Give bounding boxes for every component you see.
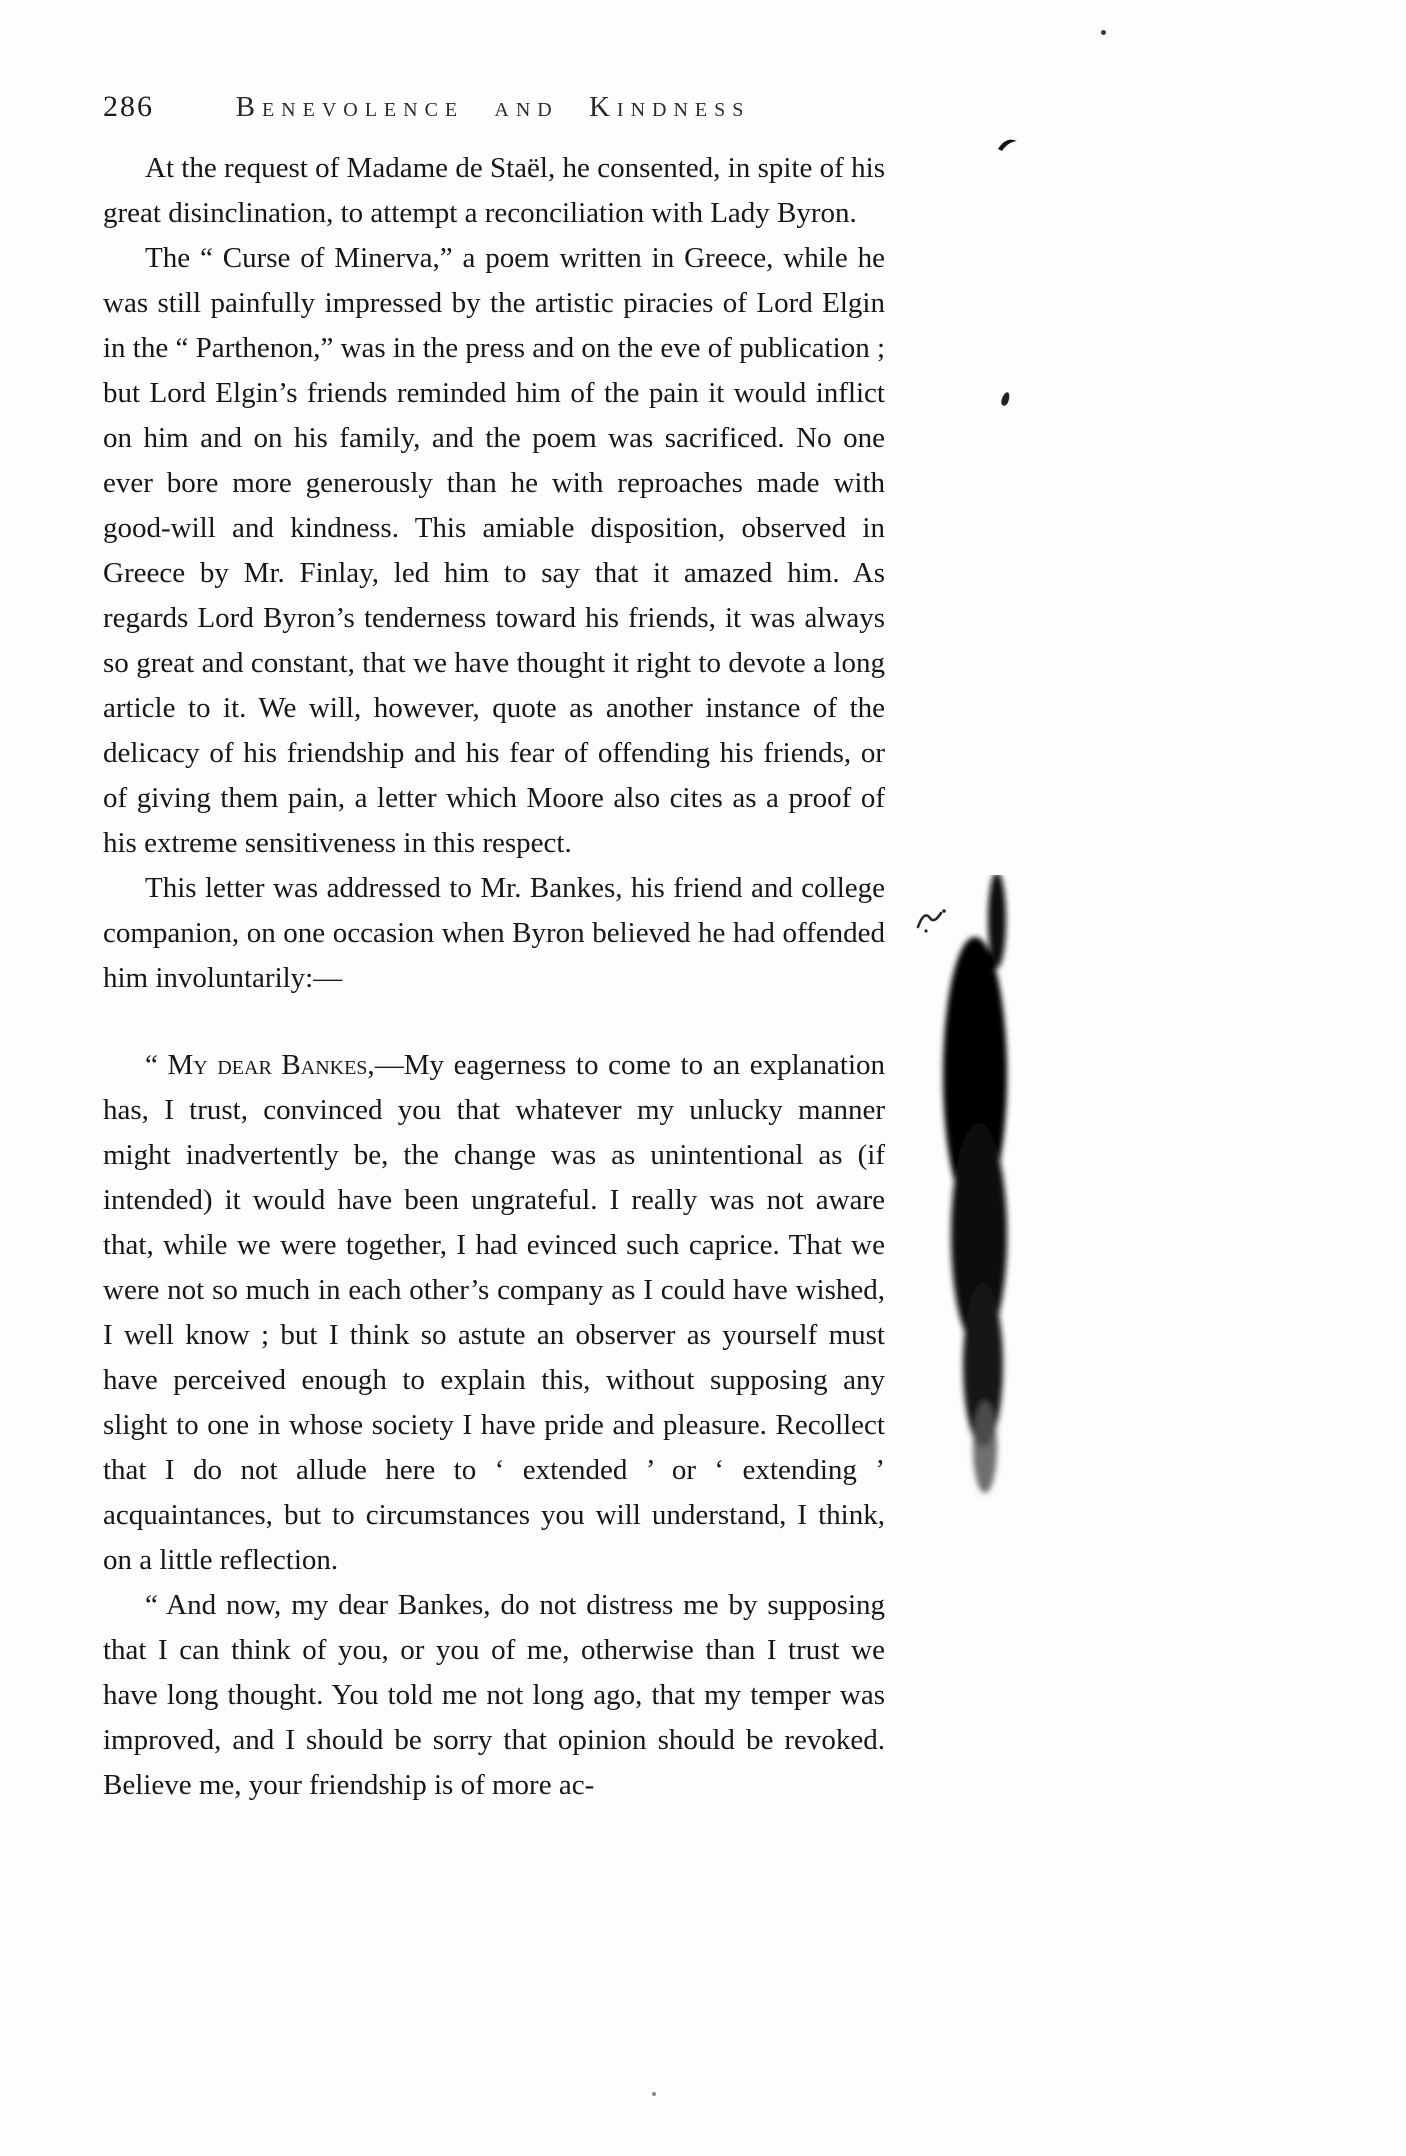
ink-tick-artifact xyxy=(996,134,1020,154)
ink-smudge-artifact xyxy=(925,875,1035,1500)
paper-speck-artifact xyxy=(1101,30,1106,35)
pen-squiggle-artifact xyxy=(913,905,953,935)
paper-speck-artifact xyxy=(652,2092,656,2096)
running-title: Benevolence and Kindness xyxy=(235,91,751,123)
paragraph-letter-intro: This letter was addressed to Mr. Bankes, his friend and college companion, on one occasion when Byron believed he had offended him involuntarily:— xyxy=(103,872,885,994)
text-block xyxy=(103,146,885,1808)
paragraph-stael: At the request of Madame de Staël, he consented, in spite of his great disinclination, to attempt a reconciliation with Lady Byron. xyxy=(103,152,885,229)
letter-paragraph-2: “ And now, my dear Bankes, do not distress me by supposing that I can think of you, or you of me, otherwise than I trust we have long thought. You told me not long ago, that my temper was improved, and I should be sorry that opinion should be revoked. Believe me, your friendship is of more ac- xyxy=(103,1589,885,1801)
ink-speck-artifact xyxy=(1000,391,1011,406)
letter-paragraph-1-text: —My eagerness to come to an explanation has, I trust, convinced you that whatever my unlucky manner might inadvertently be, the change was as unintentional as (if intended) it would have been ungrateful. I really was not aware that, while we were together, I had evinced such caprice. That we were not so much in each other’s company as I could have wished, I well know ; but I think so astute an observer as yourself must have perceived enough to explain this, without supposing any slight to one in whose society I have pride and pleasure. Recollect that I do not allude here to ‘ extended ’ or ‘ extending ’ acquaintances, but to circumstances you will understand, I think, on a little reflection. xyxy=(103,1049,885,1576)
letter-paragraph-1 xyxy=(103,1043,885,1583)
paragraph-curse-of-minerva: The “ Curse of Minerva,” a poem written in Greece, while he was still painfully impressed by the artistic piracies of Lord Elgin in the “ Parthenon,” was in the press and on the eve of publication ; but Lord Elgin’s friends reminded him of the pain it would inflict on him and on his family, and the poem was sacrificed. No one ever bore more generously than he with reproaches made with good-will and kindness. This amiable disposition, observed in Greece by Mr. Finlay, led him to say that it amazed him. As regards Lord Byron’s tenderness toward his friends, it was always so great and constant, that we have thought it right to devote a long article to it. We will, however, quote as another instance of the delicacy of his friendship and his fear of offending his friends, or of giving them pain, a letter which Moore also cites as a proof of his extreme sensitiveness in this respect. xyxy=(103,242,885,859)
page-number: 286 xyxy=(103,90,154,123)
letter-salutation: “ My dear Bankes, xyxy=(145,1049,375,1081)
running-header xyxy=(103,90,883,132)
